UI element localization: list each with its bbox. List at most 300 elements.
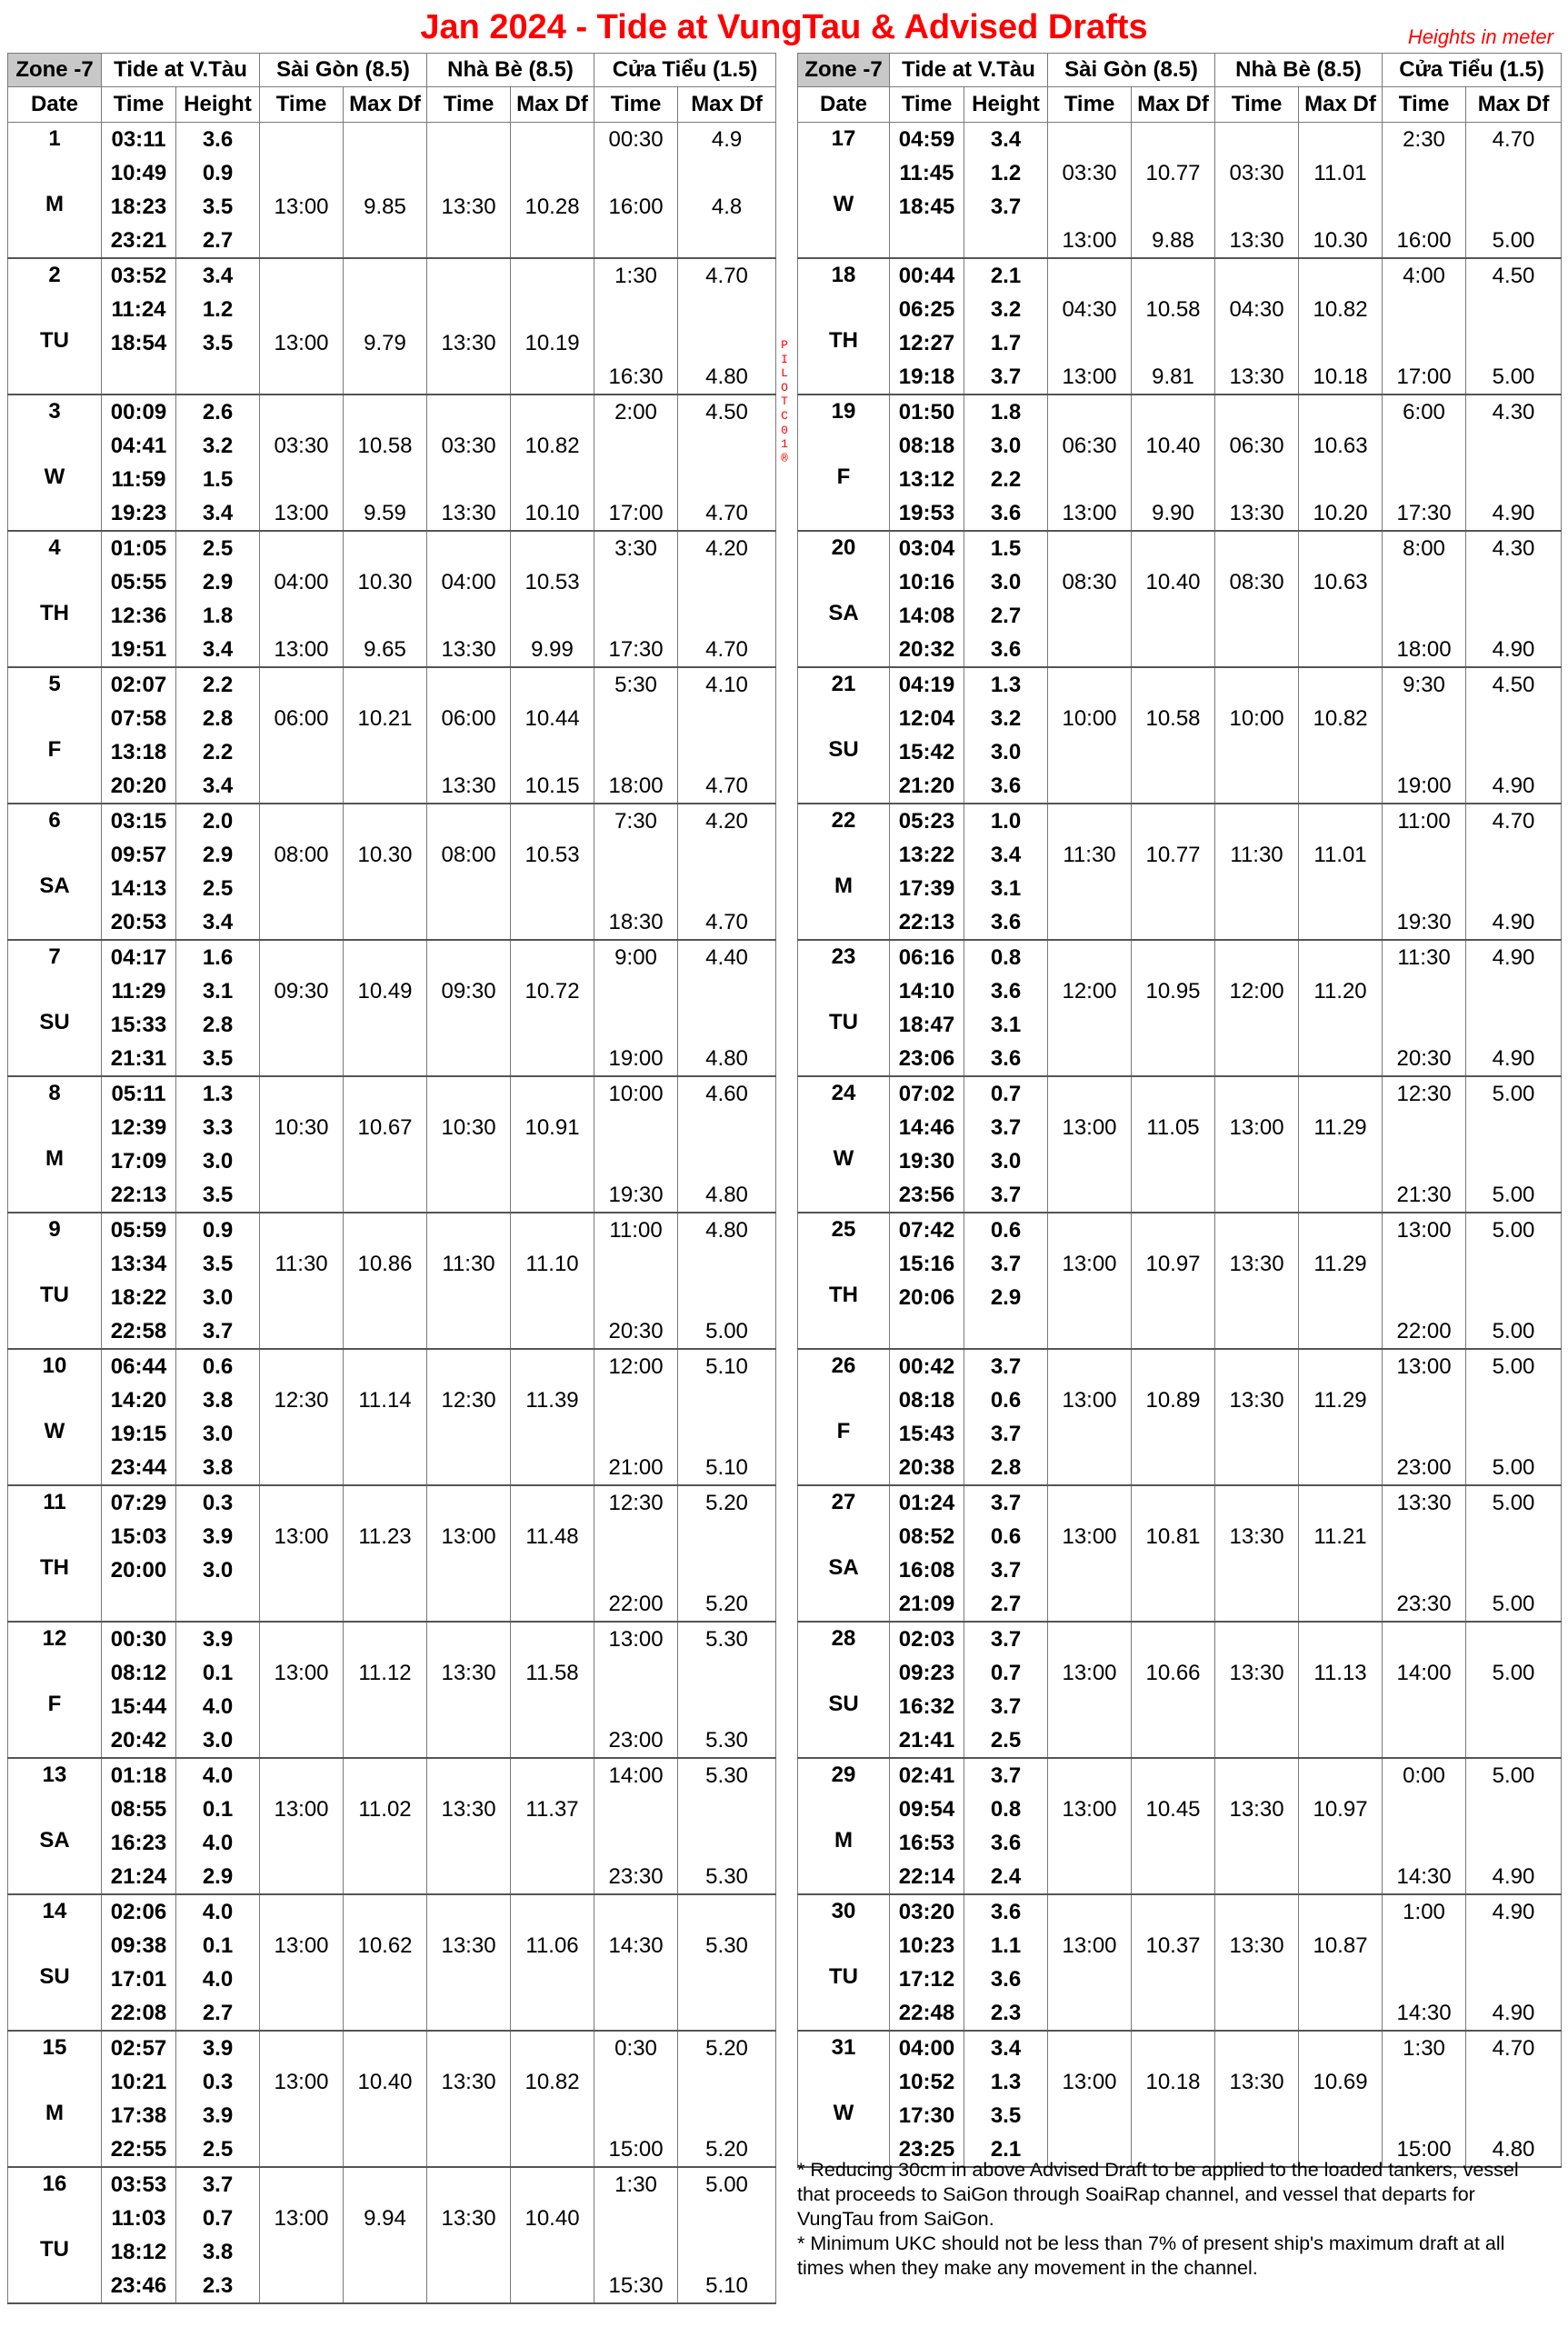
- cuatieu-time: 15:00: [608, 2137, 664, 2162]
- cuatieu-time: 13:00: [1396, 1218, 1452, 1243]
- tide-height: 3.5: [202, 195, 234, 219]
- nhabe-time: 03:30: [1229, 161, 1284, 185]
- nhabe-maxdf: 9.99: [531, 637, 574, 662]
- tide-height: 3.7: [990, 1558, 1022, 1583]
- cuatieu-maxdf: 4.70: [705, 637, 748, 662]
- tide-height: 3.9: [202, 2036, 234, 2061]
- tide-height: 2.1: [990, 2137, 1022, 2162]
- tide-height: 2.7: [202, 228, 234, 253]
- nhabe-time: 13:30: [441, 2070, 496, 2094]
- tide-height: 3.7: [990, 1252, 1022, 1276]
- nhabe-time: [427, 1996, 510, 2030]
- nhabe-maxdf-cell: [1299, 1758, 1383, 1894]
- nhabe-maxdf: [511, 1860, 594, 1893]
- cuatieu-maxdf: 5.00: [1492, 1354, 1535, 1379]
- cuatieu-time-cell: [594, 1076, 678, 1213]
- tide-time: 00:42: [898, 1354, 955, 1379]
- tide-time-cell: [102, 940, 176, 1076]
- cuatieu-time-cell: [1383, 1349, 1466, 1485]
- tide-time: 05:11: [111, 1082, 166, 1106]
- day-number: 21: [831, 672, 856, 696]
- cuatieu-maxdf: 4.90: [1492, 1046, 1535, 1071]
- tide-time: 22:13: [898, 910, 955, 934]
- saigon-time: [260, 905, 343, 939]
- nhabe-time: 06:30: [1229, 434, 1284, 458]
- height-header: Height: [176, 87, 260, 123]
- time-header: Time: [1048, 87, 1132, 123]
- saigon-maxdf: 10.77: [1145, 161, 1201, 185]
- saigon-maxdf: 10.30: [357, 843, 413, 867]
- day-number: 26: [831, 1353, 856, 1378]
- nhabe-maxdf: 10.63: [1313, 434, 1368, 458]
- tide-time: 14:20: [110, 1388, 167, 1413]
- tide-time-cell: [102, 1485, 176, 1622]
- saigon-time-cell: [260, 804, 344, 940]
- cuatieu-maxdf-cell: [1466, 804, 1562, 940]
- nhabe-time: [427, 1314, 510, 1348]
- tide-height-cell: [176, 2167, 260, 2303]
- date-cell: [8, 1758, 102, 1894]
- cuatieu-maxdf: 4.40: [705, 945, 748, 970]
- saigon-maxdf-cell: [1132, 1076, 1215, 1213]
- tide-height-cell: [964, 940, 1048, 1076]
- nhabe-time-cell: [427, 1894, 511, 2031]
- nhabe-time-cell: [1215, 1213, 1299, 1349]
- maxdf-header: Max Df: [511, 87, 594, 123]
- cuatieu-time: 20:30: [608, 1319, 664, 1343]
- tide-height: 3.0: [990, 1149, 1022, 1173]
- nhabe-time: 12:00: [1229, 979, 1284, 1004]
- nhabe-maxdf-cell: [511, 2031, 594, 2167]
- saigon-maxdf: 11.02: [358, 1797, 412, 1822]
- cuatieu-maxdf: 5.00: [1492, 228, 1535, 253]
- tide-time: 20:00: [110, 1558, 167, 1583]
- nhabe-time: 13:00: [1229, 1115, 1284, 1140]
- tide-height-cell: [176, 1349, 260, 1485]
- day-number: 6: [48, 808, 61, 833]
- nhabe-maxdf: 11.37: [525, 1797, 579, 1822]
- weekday: F: [836, 1419, 851, 1443]
- tide-time-cell: [102, 2167, 176, 2303]
- nhabe-maxdf: 10.44: [524, 706, 580, 731]
- nhabe-maxdf-cell: [511, 1349, 594, 1485]
- tide-time: 18:54: [110, 331, 167, 355]
- cuatieu-time: 23:30: [1396, 1592, 1452, 1616]
- nhabe-time-cell: [427, 1213, 511, 1349]
- cuatieu-maxdf: 4.9: [711, 127, 743, 152]
- tide-time: 14:08: [898, 604, 955, 628]
- nhabe-maxdf: [511, 1451, 594, 1484]
- nhabe-time: [427, 1042, 510, 1075]
- saigon-maxdf: 10.45: [1145, 1797, 1201, 1822]
- cuatieu-maxdf-cell: [1466, 394, 1562, 531]
- tide-height: 2.9: [202, 1864, 234, 1889]
- tide-height: 3.1: [990, 1013, 1022, 1037]
- saigon-maxdf-cell: [1132, 1894, 1215, 2031]
- saigon-maxdf: 10.58: [1145, 706, 1201, 731]
- nhabe-time: [1215, 1860, 1298, 1893]
- weekday: W: [833, 2101, 854, 2125]
- saigon-maxdf: 10.67: [357, 1115, 413, 1140]
- tide-time: 19:23: [110, 501, 167, 525]
- tide-time: 16:53: [898, 1831, 955, 1855]
- tide-height: 3.8: [202, 1388, 234, 1413]
- tide-time: 11:45: [899, 161, 954, 185]
- date-cell: [798, 1213, 890, 1349]
- tide-time: 13:12: [898, 467, 955, 492]
- tide-height: 2.6: [202, 400, 234, 424]
- nhabe-time-cell: [1215, 667, 1299, 804]
- nhabe-time-cell: [1215, 1349, 1299, 1485]
- saigon-maxdf: [344, 2132, 426, 2166]
- tide-time-cell: [890, 531, 964, 667]
- saigon-time: [260, 1042, 343, 1075]
- tide-time: 06:44: [110, 1354, 167, 1379]
- saigon-time-cell: [1048, 2031, 1132, 2167]
- tide-time: 03:11: [111, 127, 166, 152]
- date-cell: [798, 1622, 890, 1758]
- tide-time: 07:29: [110, 1491, 167, 1515]
- cuatieu-maxdf-cell: [1466, 667, 1562, 804]
- nhabe-time-cell: [427, 2167, 511, 2303]
- date-cell: [8, 1622, 102, 1758]
- tide-time: 08:18: [898, 1388, 955, 1413]
- nhabe-maxdf: 11.01: [1313, 843, 1367, 867]
- nhabe-maxdf-cell: [511, 804, 594, 940]
- saigon-maxdf-cell: [344, 1758, 427, 1894]
- cuatieu-time: 21:30: [1396, 1183, 1452, 1207]
- tide-time: 04:59: [898, 127, 955, 152]
- saigon-maxdf: 10.40: [1145, 434, 1201, 458]
- tide-height: 3.6: [990, 979, 1022, 1004]
- nhabe-time: 08:00: [441, 843, 496, 867]
- nhabe-maxdf: [1299, 1178, 1382, 1212]
- nhabe-time: 13:30: [441, 1933, 496, 1958]
- tide-time: 03:53: [110, 2172, 167, 2197]
- footnotes: [797, 2158, 1553, 2281]
- nhabe-time: [1215, 633, 1298, 666]
- nhabe-time: [1215, 1314, 1298, 1348]
- tide-time: 05:59: [110, 1218, 167, 1243]
- cuatieu-time: 19:30: [608, 1183, 664, 1207]
- time-header: Time: [427, 87, 511, 123]
- tide-height: 1.8: [202, 604, 234, 628]
- date-cell: [798, 531, 890, 667]
- cuatieu-maxdf: 5.00: [1492, 1183, 1535, 1207]
- nhabe-maxdf: 11.58: [525, 1661, 579, 1685]
- tide-height-cell: [176, 1758, 260, 1894]
- saigon-maxdf: [1132, 769, 1214, 803]
- nhabe-maxdf: 10.82: [1313, 297, 1368, 322]
- tide-time: 19:51: [110, 637, 167, 662]
- cuatieu-time: 9:30: [1403, 673, 1445, 697]
- cuatieu-maxdf: 4.20: [705, 536, 748, 561]
- tide-header: Tide at V.Tàu: [890, 54, 1048, 87]
- saigon-time: 13:00: [274, 195, 329, 219]
- saigon-time-cell: [260, 2167, 344, 2303]
- saigon-maxdf: 9.94: [364, 2206, 406, 2231]
- cuatieu-maxdf: 4.50: [1492, 264, 1535, 288]
- cuatieu-maxdf-cell: [678, 804, 776, 940]
- saigon-maxdf: [344, 1451, 426, 1484]
- nhabe-time-cell: [1215, 1758, 1299, 1894]
- saigon-maxdf-cell: [344, 1622, 427, 1758]
- nhabe-maxdf: 10.97: [1313, 1797, 1368, 1822]
- cuatieu-time-cell: [1383, 1622, 1466, 1758]
- tide-time: 03:04: [898, 536, 955, 561]
- day-number: 1: [48, 126, 61, 151]
- cuatieu-time: 14:30: [1396, 1864, 1452, 1889]
- tide-time-cell: [102, 394, 176, 531]
- nhabe-maxdf-cell: [1299, 940, 1383, 1076]
- nhabe-time-cell: [1215, 2031, 1299, 2167]
- saigon-time: 04:00: [274, 570, 329, 594]
- nhabe-time: 13:30: [1229, 501, 1284, 525]
- saigon-maxdf: [1132, 1587, 1214, 1621]
- day-number: 7: [48, 944, 61, 969]
- nhabe-maxdf: [511, 1042, 594, 1075]
- day-block: [798, 258, 1562, 394]
- maxdf-header: Max Df: [344, 87, 427, 123]
- tide-height: 3.7: [202, 2172, 234, 2197]
- saigon-time: [1048, 1451, 1131, 1484]
- tide-height: 3.6: [990, 1831, 1022, 1855]
- saigon-time: 13:00: [1062, 1252, 1117, 1276]
- saigon-maxdf: 10.66: [1145, 1661, 1201, 1685]
- nhabe-time-cell: [427, 1622, 511, 1758]
- tide-time: 02:06: [110, 1900, 167, 1924]
- saigon-maxdf-cell: [1132, 667, 1215, 804]
- date-cell: [798, 667, 890, 804]
- nhabe-maxdf-cell: [1299, 1485, 1383, 1622]
- saigon-time: 12:30: [274, 1388, 329, 1413]
- saigon-time-cell: [260, 1485, 344, 1622]
- tide-time: 19:15: [110, 1422, 167, 1446]
- tide-time-cell: [890, 940, 964, 1076]
- saigon-maxdf: [1132, 633, 1214, 666]
- nhabe-maxdf: 10.87: [1313, 1933, 1368, 1958]
- nhabe-time: 13:30: [441, 1797, 496, 1822]
- tide-height-cell: [176, 667, 260, 804]
- saigon-time-cell: [260, 123, 344, 259]
- tide-height-cell: [964, 667, 1048, 804]
- tide-time: 06:25: [898, 297, 955, 322]
- cuatieu-time: 15:30: [608, 2273, 664, 2298]
- tide-height: 0.7: [202, 2206, 234, 2231]
- cuatieu-time-cell: [1383, 667, 1466, 804]
- cuatieu-time-cell: [1383, 1485, 1466, 1622]
- tide-time-cell: [890, 1622, 964, 1758]
- nhabe-maxdf-cell: [1299, 667, 1383, 804]
- tide-time: 15:42: [898, 740, 955, 764]
- cuatieu-time-cell: [1383, 2031, 1466, 2167]
- tide-time-cell: [102, 123, 176, 259]
- nhabe-header: Nhà Bè (8.5): [1215, 54, 1383, 87]
- tide-height-cell: [964, 1485, 1048, 1622]
- saigon-time-cell: [260, 1076, 344, 1213]
- tide-time: 19:30: [898, 1149, 955, 1173]
- tide-time-cell: [890, 394, 964, 531]
- cuatieu-maxdf: 5.00: [1492, 1082, 1535, 1106]
- tide-time: 13:22: [898, 843, 955, 867]
- tide-time: 21:41: [898, 1728, 955, 1753]
- nhabe-time: [1215, 1587, 1298, 1621]
- cuatieu-time: 11:00: [1397, 809, 1451, 834]
- saigon-time: 09:30: [274, 979, 329, 1004]
- saigon-time-cell: [1048, 1622, 1132, 1758]
- cuatieu-maxdf: 4.8: [711, 195, 743, 219]
- tide-height: 0.6: [202, 1354, 234, 1379]
- nhabe-time: [427, 1723, 510, 1757]
- tide-height-cell: [964, 1076, 1048, 1213]
- nhabe-time-cell: [1215, 531, 1299, 667]
- tide-height: 1.1: [990, 1933, 1022, 1958]
- cuatieu-time-cell: [594, 940, 678, 1076]
- nhabe-time: 04:00: [441, 570, 496, 594]
- nhabe-header: Nhà Bè (8.5): [427, 54, 594, 87]
- tide-height-cell: [176, 1894, 260, 2031]
- cuatieu-time-cell: [1383, 258, 1466, 394]
- nhabe-time: 13:00: [441, 1524, 496, 1549]
- saigon-time: 08:30: [1062, 570, 1117, 594]
- cuatieu-maxdf: 4.90: [1492, 774, 1535, 798]
- saigon-time-cell: [1048, 258, 1132, 394]
- time-header: Time: [890, 87, 964, 123]
- cuatieu-maxdf-cell: [1466, 531, 1562, 667]
- cuatieu-maxdf: 5.10: [705, 1455, 748, 1480]
- saigon-time: [260, 1723, 343, 1757]
- nhabe-maxdf-cell: [1299, 258, 1383, 394]
- saigon-time: [1048, 1178, 1131, 1212]
- saigon-time: 03:30: [274, 434, 329, 458]
- cuatieu-time: 0:30: [614, 2036, 657, 2061]
- tide-time: 14:46: [898, 1115, 955, 1140]
- saigon-time-cell: [1048, 1213, 1132, 1349]
- nhabe-time-cell: [1215, 258, 1299, 394]
- weekday: M: [834, 874, 853, 898]
- nhabe-maxdf: [1299, 1587, 1382, 1621]
- date-cell: [8, 1349, 102, 1485]
- tide-time-cell: [890, 1076, 964, 1213]
- weekday: W: [44, 464, 65, 489]
- tide-height-cell: [176, 123, 260, 259]
- nhabe-time: 11:30: [1230, 843, 1283, 867]
- tide-height: [964, 224, 1047, 257]
- saigon-maxdf: 10.40: [357, 2070, 413, 2094]
- tide-time: 23:44: [110, 1455, 167, 1480]
- tide-table-left: [7, 53, 776, 2304]
- tide-height-cell: [964, 1894, 1048, 2031]
- saigon-time: 13:00: [1062, 365, 1117, 389]
- tide-height: 4.0: [202, 1694, 234, 1719]
- height-header: Height: [964, 87, 1048, 123]
- nhabe-maxdf: 10.28: [524, 195, 580, 219]
- day-number: 14: [42, 1899, 67, 1923]
- tide-height: 2.2: [990, 467, 1022, 492]
- cuatieu-maxdf-cell: [678, 258, 776, 394]
- day-number: 4: [48, 535, 61, 560]
- cuatieu-time: 18:00: [608, 774, 664, 798]
- tide-time: 17:30: [898, 2103, 955, 2128]
- tide-time-cell: [890, 1213, 964, 1349]
- saigon-maxdf: [344, 1042, 426, 1075]
- nhabe-time: [427, 1587, 510, 1621]
- saigon-time: [1048, 1996, 1131, 2030]
- date-cell: [8, 394, 102, 531]
- cuatieu-maxdf: 5.30: [705, 1627, 748, 1652]
- tide-height: 3.7: [990, 1627, 1022, 1652]
- tide-time-cell: [102, 1076, 176, 1213]
- date-cell: [798, 1894, 890, 2031]
- day-block: [8, 394, 776, 531]
- nhabe-maxdf-cell: [511, 1622, 594, 1758]
- nhabe-time: 10:30: [441, 1115, 496, 1140]
- tide-height: 3.4: [990, 127, 1022, 152]
- cuatieu-time: 14:00: [1396, 1661, 1452, 1685]
- tide-height: 3.0: [990, 434, 1022, 458]
- nhabe-maxdf: 11.39: [525, 1388, 579, 1413]
- weekday: SU: [39, 1010, 70, 1034]
- cuatieu-time: 13:00: [1396, 1354, 1452, 1379]
- weekday: TU: [829, 1964, 858, 1989]
- tide-height: 2.9: [202, 570, 234, 594]
- tide-height: 2.8: [202, 706, 234, 731]
- tide-time-cell: [890, 1349, 964, 1485]
- saigon-time: [260, 1996, 343, 2030]
- date-cell: [8, 1213, 102, 1349]
- tide-height: 3.7: [990, 195, 1022, 219]
- tide-time: 00:30: [110, 1627, 167, 1652]
- cuatieu-maxdf: 4.30: [1492, 536, 1535, 561]
- day-block: [8, 1213, 776, 1349]
- tide-time: [102, 360, 175, 394]
- day-block: [798, 2031, 1562, 2167]
- tide-height: 4.0: [202, 1900, 234, 1924]
- cuatieu-maxdf: 5.20: [705, 1592, 748, 1616]
- saigon-time-cell: [1048, 1894, 1132, 2031]
- nhabe-time: [427, 905, 510, 939]
- cuatieu-time-cell: [594, 394, 678, 531]
- nhabe-time: 08:30: [1229, 570, 1284, 594]
- saigon-time: 08:00: [274, 843, 329, 867]
- nhabe-maxdf: 10.53: [524, 843, 580, 867]
- tide-table-right: [797, 53, 1562, 2168]
- date-header: Date: [798, 87, 890, 123]
- tide-time-cell: [102, 667, 176, 804]
- tide-height: 3.8: [202, 1455, 234, 1480]
- time-header: Time: [260, 87, 344, 123]
- cuatieu-time: 00:30: [608, 127, 664, 152]
- date-cell: [798, 1076, 890, 1213]
- tide-height: 3.7: [990, 365, 1022, 389]
- footnote-2: * Minimum UKC should not be less than 7% of present ship's maximum draft at all times when they make any movement in the channel.: [797, 2232, 1505, 2279]
- nhabe-time-cell: [427, 123, 511, 259]
- tide-height: 3.8: [202, 2240, 234, 2264]
- saigon-time: 13:00: [1062, 228, 1117, 253]
- day-block: [8, 2167, 776, 2303]
- tide-height: 3.7: [202, 1319, 234, 1343]
- tide-time: 08:12: [110, 1661, 167, 1685]
- tide-time: 17:12: [898, 1967, 955, 1992]
- tide-time-cell: [102, 1213, 176, 1349]
- tide-height: 2.2: [202, 673, 234, 697]
- tide-time: 04:41: [110, 434, 167, 458]
- cuatieu-time: 6:00: [1403, 400, 1445, 424]
- tide-time-cell: [102, 1622, 176, 1758]
- cuatieu-time: 19:30: [1396, 910, 1452, 934]
- time-header: Time: [594, 87, 678, 123]
- cuatieu-time: 18:30: [608, 910, 664, 934]
